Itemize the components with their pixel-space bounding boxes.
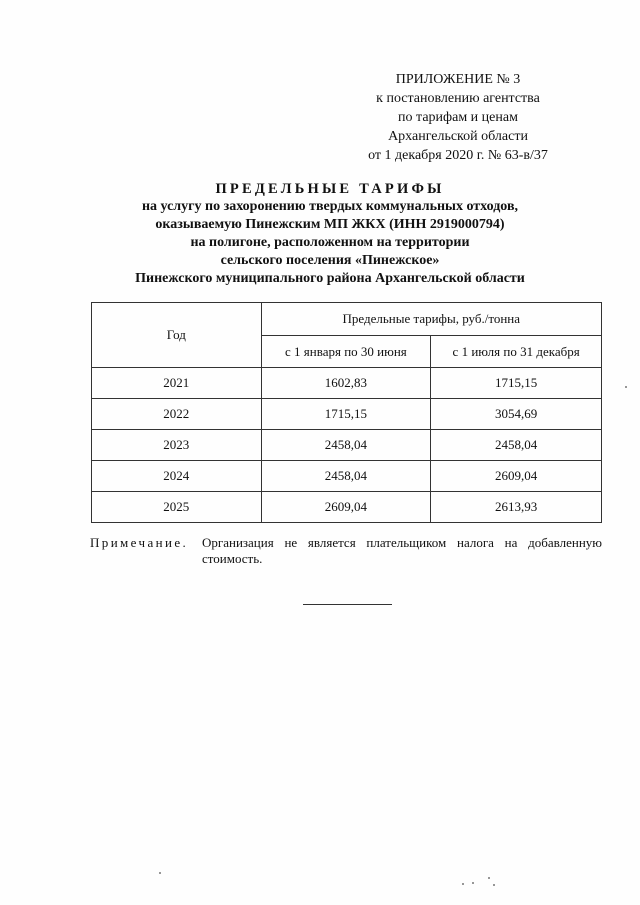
cell-period1: 2458,04 [261, 461, 431, 492]
appendix-header [352, 70, 564, 165]
header-period-second-half: с 1 июля по 31 декабря [431, 336, 602, 368]
table-row [92, 399, 602, 430]
scan-speck [493, 884, 495, 886]
title-subline: Пинежского муниципального района Архангельской области [135, 271, 525, 286]
title-subline: оказываемую Пинежским МП ЖКХ (ИНН 2919000794) [155, 217, 505, 232]
cell-period1: 1715,15 [261, 399, 431, 430]
cell-year: 2022 [92, 399, 262, 430]
header-tariffs: Предельные тарифы, руб./тонна [261, 303, 601, 336]
cell-period2: 2458,04 [431, 430, 602, 461]
table-header-row [92, 303, 602, 336]
scan-speck [488, 877, 490, 879]
cell-period2: 1715,15 [431, 368, 602, 399]
scan-speck [472, 882, 474, 884]
cell-year: 2024 [92, 461, 262, 492]
scan-speck [625, 386, 627, 388]
table-row [92, 430, 602, 461]
note-text: Организация не является плательщиком налога на добавленную стоимость. [202, 535, 602, 566]
end-divider [303, 604, 392, 605]
cell-year: 2025 [92, 492, 262, 523]
cell-year: 2023 [92, 430, 262, 461]
table-row [92, 492, 602, 523]
appendix-number: ПРИЛОЖЕНИЕ № 3 [395, 72, 521, 87]
appendix-reference-line: Архангельской области [388, 129, 528, 144]
scan-speck [159, 872, 161, 874]
table-row [92, 461, 602, 492]
cell-year: 2021 [92, 368, 262, 399]
cell-period2: 2613,93 [431, 492, 602, 523]
cell-period1: 2458,04 [261, 430, 431, 461]
cell-period1: 1602,83 [261, 368, 431, 399]
document-title-block [100, 180, 560, 288]
title-subline: на полигоне, расположенном на территории [190, 235, 470, 250]
appendix-decree-date: от 1 декабря 2020 г. № 63-в/37 [368, 148, 548, 163]
table-row [92, 368, 602, 399]
note-label: Примечание. [90, 535, 189, 550]
cell-period2: 3054,69 [431, 399, 602, 430]
cell-period1: 2609,04 [261, 492, 431, 523]
document-title: ПРЕДЕЛЬНЫЕ ТАРИФЫ [215, 181, 445, 197]
scan-speck [462, 883, 464, 885]
tariff-table [91, 302, 602, 523]
title-subline: сельского поселения «Пинежское» [220, 253, 440, 268]
header-year: Год [92, 303, 262, 368]
title-subline: на услугу по захоронению твердых коммунальных отходов, [141, 199, 519, 214]
appendix-reference-line: к постановлению агентства [376, 91, 540, 106]
header-period-first-half: с 1 января по 30 июня [261, 336, 431, 368]
appendix-reference-line: по тарифам и ценам [398, 110, 518, 125]
cell-period2: 2609,04 [431, 461, 602, 492]
